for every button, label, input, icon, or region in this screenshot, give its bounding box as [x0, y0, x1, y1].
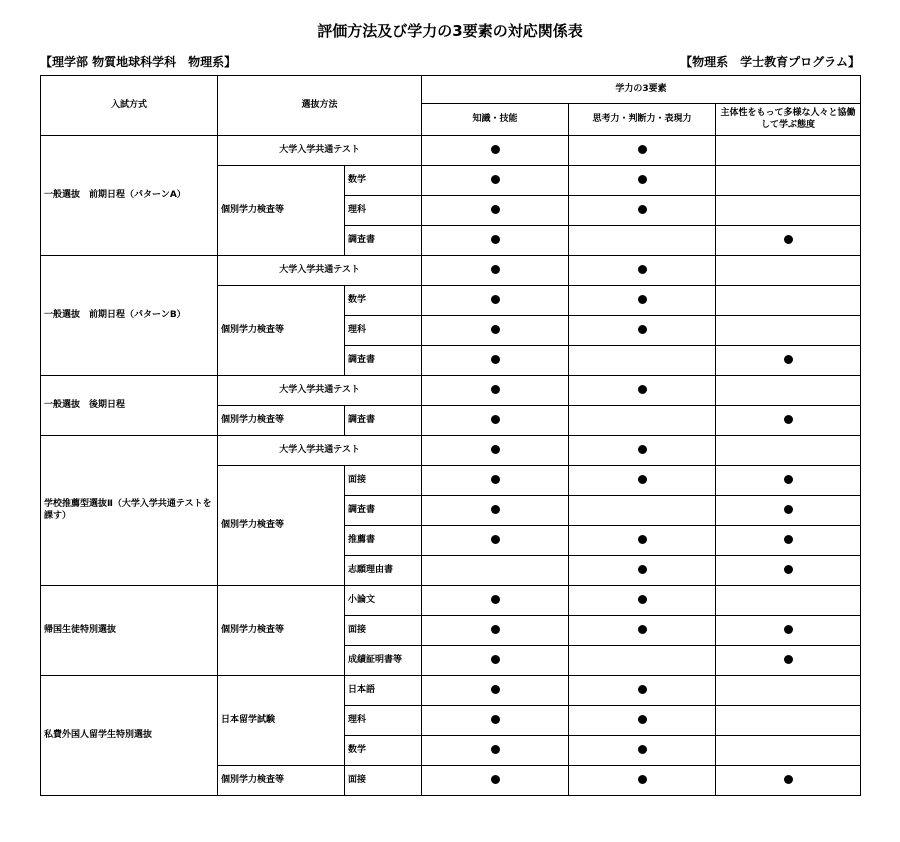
filled-circle-icon: [491, 505, 500, 514]
thinking-mark-cell: [569, 766, 716, 796]
filled-circle-icon: [491, 175, 500, 184]
filled-circle-icon: [638, 145, 647, 154]
thinking-mark-cell: [569, 376, 716, 406]
thinking-mark-cell: [569, 526, 716, 556]
knowledge-mark-cell: [422, 196, 569, 226]
filled-circle-icon: [638, 565, 647, 574]
program-label: 【物理系 学士教育プログラム】: [680, 55, 860, 69]
filled-circle-icon: [638, 205, 647, 214]
filled-circle-icon: [784, 505, 793, 514]
knowledge-mark-cell: [422, 706, 569, 736]
selection-method-cell: 個別学力検査等: [218, 286, 345, 376]
thinking-mark-cell: [569, 736, 716, 766]
knowledge-mark-cell: [422, 256, 569, 286]
attitude-mark-cell: [716, 196, 861, 226]
filled-circle-icon: [638, 745, 647, 754]
attitude-mark-cell: [716, 646, 861, 676]
thinking-mark-cell: [569, 346, 716, 376]
attitude-mark-cell: [716, 586, 861, 616]
filled-circle-icon: [491, 235, 500, 244]
evaluation-item-cell: 面接: [345, 616, 422, 646]
attitude-mark-cell: [716, 316, 861, 346]
thinking-mark-cell: [569, 616, 716, 646]
knowledge-mark-cell: [422, 226, 569, 256]
thinking-mark-cell: [569, 136, 716, 166]
filled-circle-icon: [784, 235, 793, 244]
filled-circle-icon: [638, 715, 647, 724]
knowledge-mark-cell: [422, 616, 569, 646]
attitude-mark-cell: [716, 436, 861, 466]
filled-circle-icon: [491, 325, 500, 334]
filled-circle-icon: [491, 745, 500, 754]
attitude-mark-cell: [716, 376, 861, 406]
filled-circle-icon: [784, 535, 793, 544]
evaluation-item-cell: 面接: [345, 766, 422, 796]
filled-circle-icon: [491, 775, 500, 784]
attitude-mark-cell: [716, 466, 861, 496]
evaluation-item-cell: 調査書: [345, 406, 422, 436]
attitude-mark-cell: [716, 556, 861, 586]
thinking-mark-cell: [569, 256, 716, 286]
filled-circle-icon: [491, 265, 500, 274]
exam-type-cell: 一般選抜 前期日程（パターンB）: [41, 256, 218, 376]
thinking-mark-cell: [569, 556, 716, 586]
filled-circle-icon: [638, 175, 647, 184]
attitude-mark-cell: [716, 256, 861, 286]
thinking-mark-cell: [569, 196, 716, 226]
knowledge-mark-cell: [422, 136, 569, 166]
knowledge-mark-cell: [422, 556, 569, 586]
knowledge-mark-cell: [422, 286, 569, 316]
attitude-mark-cell: [716, 496, 861, 526]
exam-type-cell: 一般選抜 後期日程: [41, 376, 218, 436]
evaluation-item-cell: 数学: [345, 286, 422, 316]
filled-circle-icon: [784, 655, 793, 664]
attitude-mark-cell: [716, 766, 861, 796]
filled-circle-icon: [638, 775, 647, 784]
evaluation-item-cell: 調査書: [345, 226, 422, 256]
filled-circle-icon: [491, 445, 500, 454]
thinking-mark-cell: [569, 466, 716, 496]
filled-circle-icon: [784, 775, 793, 784]
evaluation-item-cell: 調査書: [345, 496, 422, 526]
table-row: [41, 436, 861, 466]
evaluation-item-cell: 数学: [345, 736, 422, 766]
attitude-mark-cell: [716, 676, 861, 706]
filled-circle-icon: [638, 385, 647, 394]
thinking-mark-cell: [569, 676, 716, 706]
knowledge-mark-cell: [422, 376, 569, 406]
selection-method-cell: 個別学力検査等: [218, 466, 345, 586]
attitude-mark-cell: [716, 346, 861, 376]
filled-circle-icon: [638, 475, 647, 484]
header-knowledge: 知識・技能: [422, 104, 569, 136]
filled-circle-icon: [491, 655, 500, 664]
filled-circle-icon: [638, 295, 647, 304]
thinking-mark-cell: [569, 586, 716, 616]
knowledge-mark-cell: [422, 586, 569, 616]
header-three-elements: 学力の3要素: [422, 76, 861, 104]
filled-circle-icon: [491, 685, 500, 694]
header-thinking: 思考力・判断力・表現力: [569, 104, 716, 136]
header-exam-type: 入試方式: [41, 76, 218, 136]
selection-method-cell: 個別学力検査等: [218, 766, 345, 796]
table-row: [41, 136, 861, 166]
thinking-mark-cell: [569, 166, 716, 196]
filled-circle-icon: [491, 595, 500, 604]
filled-circle-icon: [784, 625, 793, 634]
table-row: [41, 676, 861, 706]
evaluation-item-cell: 日本語: [345, 676, 422, 706]
filled-circle-icon: [491, 625, 500, 634]
filled-circle-icon: [491, 535, 500, 544]
evaluation-item-cell: 志願理由書: [345, 556, 422, 586]
selection-method-cell: 大学入学共通テスト: [218, 256, 422, 286]
filled-circle-icon: [638, 535, 647, 544]
filled-circle-icon: [638, 265, 647, 274]
filled-circle-icon: [491, 205, 500, 214]
thinking-mark-cell: [569, 436, 716, 466]
table-row: [41, 586, 861, 616]
table-row: [41, 376, 861, 406]
selection-method-cell: 大学入学共通テスト: [218, 436, 422, 466]
selection-method-cell: 大学入学共通テスト: [218, 136, 422, 166]
filled-circle-icon: [491, 475, 500, 484]
attitude-mark-cell: [716, 136, 861, 166]
filled-circle-icon: [491, 385, 500, 394]
evaluation-item-cell: 小論文: [345, 586, 422, 616]
thinking-mark-cell: [569, 226, 716, 256]
attitude-mark-cell: [716, 706, 861, 736]
knowledge-mark-cell: [422, 676, 569, 706]
filled-circle-icon: [784, 355, 793, 364]
thinking-mark-cell: [569, 316, 716, 346]
filled-circle-icon: [784, 415, 793, 424]
table-row: [41, 256, 861, 286]
filled-circle-icon: [638, 445, 647, 454]
exam-type-cell: 帰国生徒特別選抜: [41, 586, 218, 676]
filled-circle-icon: [491, 355, 500, 364]
selection-method-cell: 日本留学試験: [218, 676, 345, 766]
header-selection-method: 選抜方法: [218, 76, 422, 136]
selection-method-cell: 個別学力検査等: [218, 586, 345, 676]
attitude-mark-cell: [716, 526, 861, 556]
filled-circle-icon: [638, 595, 647, 604]
knowledge-mark-cell: [422, 436, 569, 466]
thinking-mark-cell: [569, 706, 716, 736]
thinking-mark-cell: [569, 496, 716, 526]
evaluation-item-cell: 推薦書: [345, 526, 422, 556]
evaluation-item-cell: 成績証明書等: [345, 646, 422, 676]
filled-circle-icon: [491, 295, 500, 304]
evaluation-item-cell: 数学: [345, 166, 422, 196]
attitude-mark-cell: [716, 226, 861, 256]
evaluation-table: [40, 75, 861, 796]
filled-circle-icon: [491, 145, 500, 154]
attitude-mark-cell: [716, 286, 861, 316]
evaluation-item-cell: 理科: [345, 196, 422, 226]
filled-circle-icon: [638, 625, 647, 634]
filled-circle-icon: [491, 415, 500, 424]
knowledge-mark-cell: [422, 166, 569, 196]
filled-circle-icon: [491, 715, 500, 724]
selection-method-cell: 大学入学共通テスト: [218, 376, 422, 406]
selection-method-cell: 個別学力検査等: [218, 406, 345, 436]
knowledge-mark-cell: [422, 736, 569, 766]
document-title: 評価方法及び学力の3要素の対応関係表: [317, 22, 583, 40]
evaluation-item-cell: 面接: [345, 466, 422, 496]
evaluation-item-cell: 理科: [345, 316, 422, 346]
knowledge-mark-cell: [422, 646, 569, 676]
exam-type-cell: 一般選抜 前期日程（パターンA）: [41, 136, 218, 256]
attitude-mark-cell: [716, 736, 861, 766]
attitude-mark-cell: [716, 616, 861, 646]
attitude-mark-cell: [716, 166, 861, 196]
selection-method-cell: 個別学力検査等: [218, 166, 345, 256]
filled-circle-icon: [638, 325, 647, 334]
exam-type-cell: 学校推薦型選抜Ⅱ（大学入学共通テストを課す）: [41, 436, 218, 586]
evaluation-item-cell: 調査書: [345, 346, 422, 376]
knowledge-mark-cell: [422, 496, 569, 526]
knowledge-mark-cell: [422, 406, 569, 436]
thinking-mark-cell: [569, 286, 716, 316]
knowledge-mark-cell: [422, 346, 569, 376]
attitude-mark-cell: [716, 406, 861, 436]
thinking-mark-cell: [569, 406, 716, 436]
filled-circle-icon: [784, 565, 793, 574]
knowledge-mark-cell: [422, 466, 569, 496]
department-label: 【理学部 物質地球科学科 物理系】: [40, 55, 237, 69]
knowledge-mark-cell: [422, 526, 569, 556]
knowledge-mark-cell: [422, 316, 569, 346]
filled-circle-icon: [784, 475, 793, 484]
exam-type-cell: 私費外国人留学生特別選抜: [41, 676, 218, 796]
thinking-mark-cell: [569, 646, 716, 676]
knowledge-mark-cell: [422, 766, 569, 796]
header-attitude: 主体性をもって多様な人々と協働して学ぶ態度: [716, 104, 861, 136]
filled-circle-icon: [638, 685, 647, 694]
evaluation-item-cell: 理科: [345, 706, 422, 736]
